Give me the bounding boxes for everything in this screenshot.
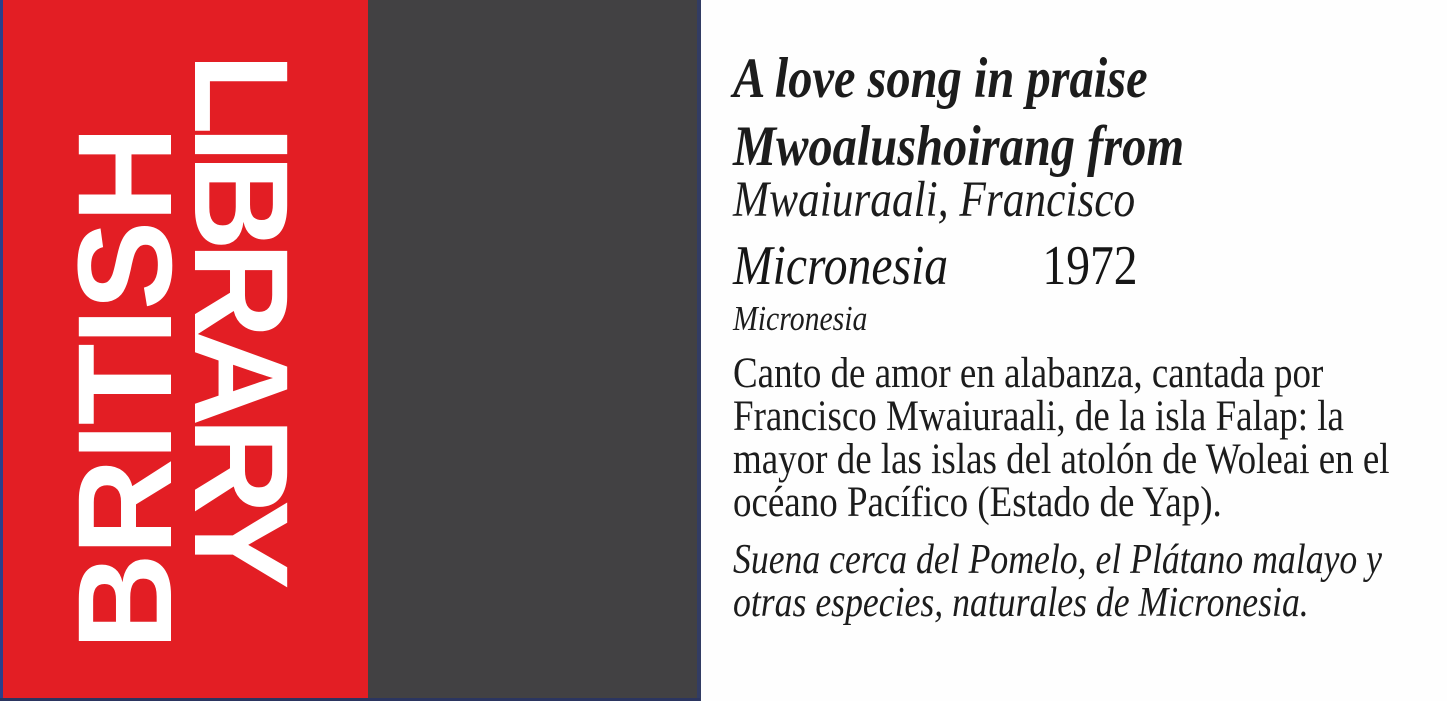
title-line-1: A love song in praise bbox=[733, 47, 1148, 110]
british-library-logo bbox=[3, 0, 368, 701]
species-note bbox=[733, 539, 1382, 625]
logo-word-british: BRITISH bbox=[51, 128, 200, 650]
description-line-2: Francisco Mwaiuraali, de la isla Falap: la bbox=[733, 392, 1344, 440]
description-line-1: Canto de amor en alabanza, cantada por bbox=[733, 349, 1324, 397]
region-subtitle: Micronesia bbox=[733, 299, 868, 338]
description-line-4: océano Pacífico (Estado de Yap). bbox=[733, 478, 1222, 526]
note-line-1: Suena cerca del Pomelo, el Plátano malayo y bbox=[733, 537, 1383, 583]
region-year-row bbox=[733, 235, 1138, 297]
divider-stripe bbox=[368, 0, 697, 701]
description-text bbox=[733, 349, 1390, 526]
performer-name: Mwaiuraali, Francisco bbox=[733, 172, 1136, 228]
region-label: Micronesia bbox=[733, 235, 949, 297]
record-details-panel bbox=[701, 0, 1447, 701]
record-title bbox=[733, 45, 1184, 181]
year-label: 1972 bbox=[1042, 235, 1138, 297]
description-line-3: mayor de las islas del atolón de Woleai en el bbox=[733, 435, 1390, 483]
logo-word-library: LIBRARY bbox=[166, 53, 315, 581]
title-line-2: Mwoalushoirang from bbox=[733, 115, 1185, 178]
note-line-2: otras especies, naturales de Micronesia. bbox=[733, 580, 1309, 626]
